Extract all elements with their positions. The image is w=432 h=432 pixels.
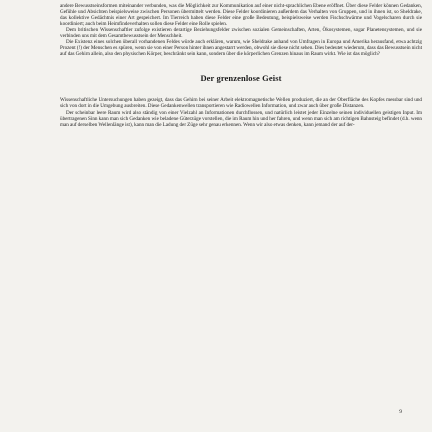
body-paragraph: andere Bewusstseinsformen miteinander verbunden, was die Möglichkeit zur Kommunikation auf einer nicht-sprachlichen Ebene eröffnet. Über diese Felder können Gedanken, Gefühle und Absichten beispielsweise zwischen Personen übermittelt werden. Diese Felder koordinieren außerdem das Verhalten von Gruppen, und in ihnen ist, so Sheldrake, das kollektive Gedächtnis einer Art gespeichert. Im Tierreich haben diese Felder eine große Bedeutung, beispielsweise werden Fischschwärme und Vogelscharen durch sie koordiniert; auch beim Heimfindeverhalten sollen diese Felder eine Rolle spielen.	[60, 3, 422, 28]
section-grenzenloser-geist	[60, 97, 422, 127]
body-paragraph: Wissenschaftliche Untersuchungen haben gezeigt, dass das Gehirn bei seiner Arbeit elektromagnetische Wellen produziert, die an der Oberfläche des Kopfes messbar sind und sich von dort in die Umgebung ausbreiten. Diese Gedankenwellen transportieren wie Radiowellen Information, und zwar auch über große Distanzen.	[60, 97, 422, 110]
body-paragraph: Der scheinbar leere Raum wird also ständig von einer Vielzahl an Informationen durchflossen, und natürlich leistet jeder Einzelne seinen individuellen geistigen Input. Im übertragenen Sinn kann man sich Gedanken wie beladene Güterzüge vorstellen, die im Raum hin und her fahren, und wenn man sich am richtigen Bahnsteig befindet (d.h. wenn man auf derselben Wellenlänge ist), kann man die Ladung der Züge sehr genau erkennen. Wenn wir also etwas denken, kann jemand der auf der-	[60, 109, 422, 128]
section-heading: Der grenzenlose Geist	[200, 73, 282, 84]
body-paragraph: Die Existenz eines solchen überall vorhandenen Feldes würde auch erklären, warum, wie Sheldrake anhand von Umfragen in Europa und Amerika herausfand, etwa achtzig Prozent (!) der Menschen es spüren, wenn sie von einer Person hinter ihnen angestarrt werden, obwohl sie diese nicht sehen. Dies bedeutet wiederum, dass das Bewusstsein nicht auf das Gehirn allein, also den physischen Körper, beschränkt sein kann, sondern über die körperlichen Grenzen hinaus im Raum wirkt. Wie ist das möglich?	[60, 39, 422, 58]
section-continuation	[60, 3, 422, 57]
page-number: 9	[399, 409, 402, 415]
body-paragraph: Dem britischen Wissenschaftler zufolge existieren derartige Beziehungsfelder zwischen sozialen Gemeinschaften, Arten, Ökosystemen, sogar Planetensystemen, und sie verbinden uns mit dem Gesamtbewusstsein der Menschheit.	[60, 27, 422, 40]
